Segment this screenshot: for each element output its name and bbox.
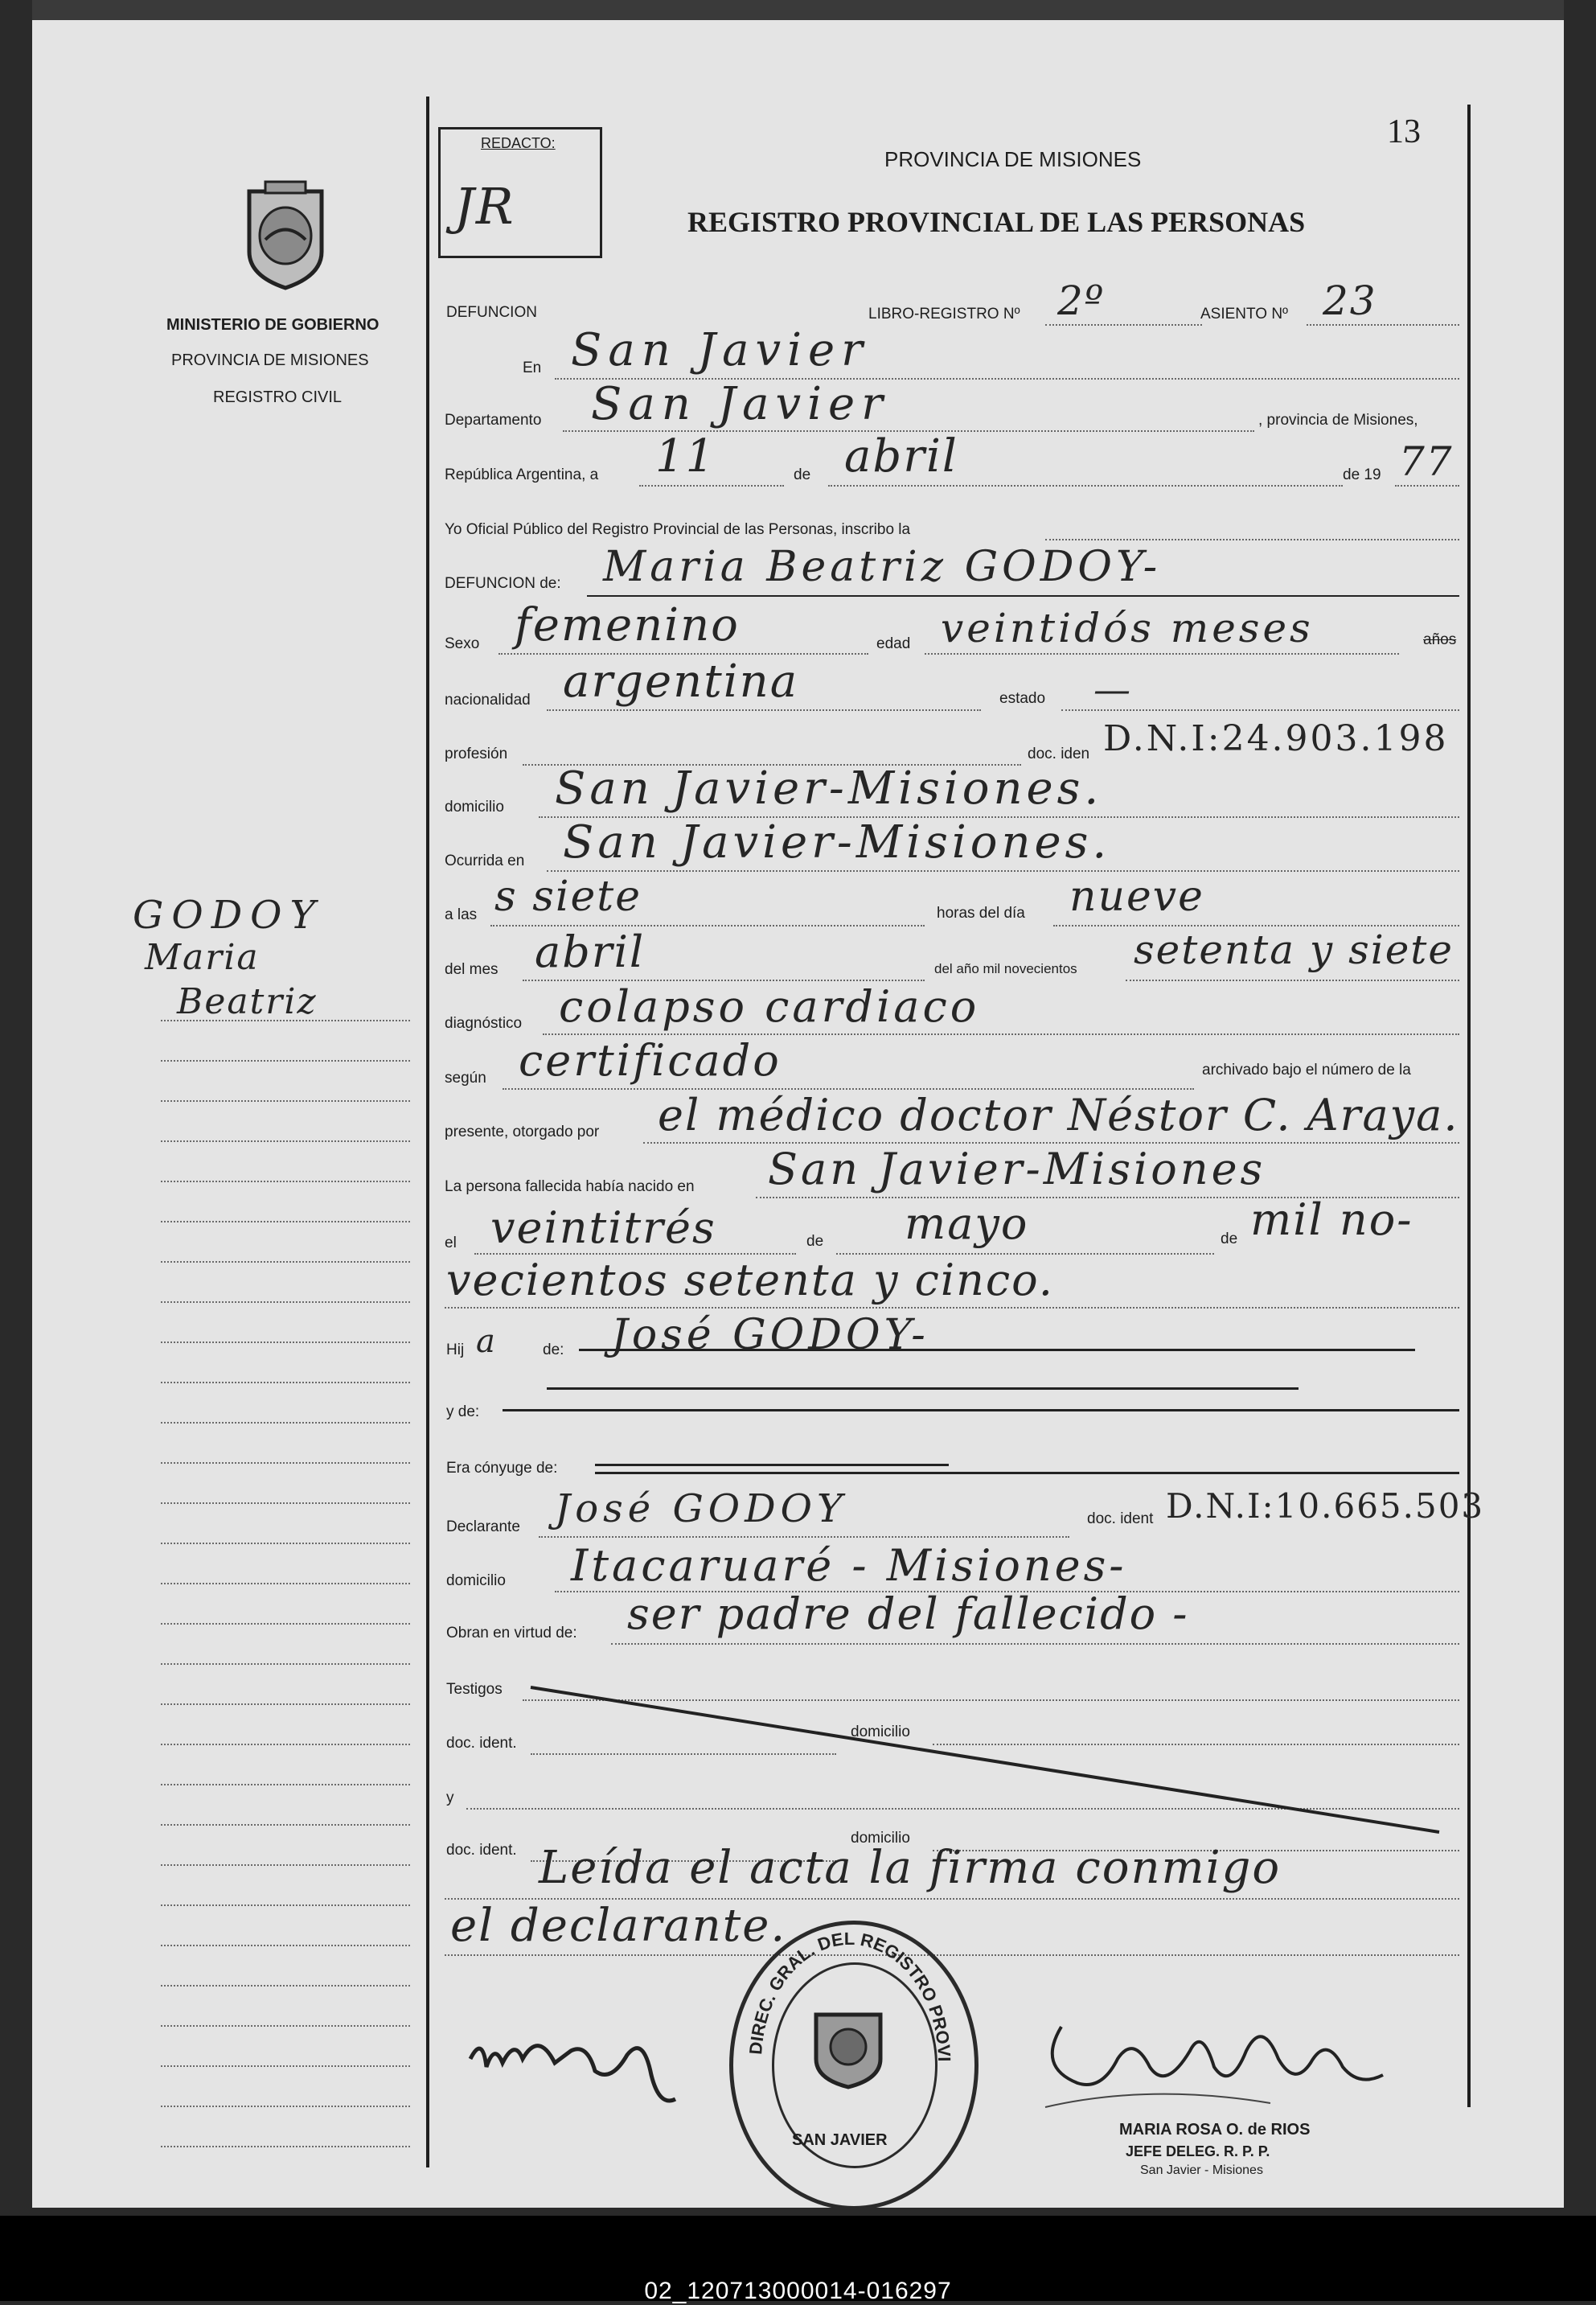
officer-title: JEFE DELEG. R. P. P. bbox=[1126, 2143, 1270, 2159]
profesion-label: profesión bbox=[445, 746, 508, 762]
estado-label: estado bbox=[999, 690, 1046, 707]
birth-day-value: veintitrés bbox=[490, 1202, 716, 1253]
archivado-label: archivado bajo el número de la bbox=[1202, 1062, 1411, 1079]
obran-label: Obran en virtud de: bbox=[446, 1625, 577, 1641]
act-type-label: DEFUNCION bbox=[446, 304, 537, 321]
presente-label: presente, otorgado por bbox=[445, 1124, 600, 1140]
hij-label: Hij bbox=[446, 1342, 465, 1358]
nacionalidad-label: nacionalidad bbox=[445, 692, 531, 709]
declarant-signature bbox=[466, 2027, 708, 2119]
nacionalidad-value: argentina bbox=[563, 655, 799, 708]
declarante-domicilio-value: Itacaruaré - Misiones- bbox=[571, 1540, 1127, 1591]
margin-surname: GODOY bbox=[133, 893, 324, 938]
diagnostico-value: colapso cardiaco bbox=[559, 981, 980, 1032]
birth-year-value-2: vecientos setenta y cinco. bbox=[446, 1255, 1054, 1305]
yo-oficial-text: Yo Oficial Público del Registro Provincial de las Personas, inscribo la bbox=[445, 521, 911, 538]
scan-identifier: 02_120713000014-016297 bbox=[644, 2278, 952, 2304]
en-value: San Javier bbox=[571, 324, 869, 376]
mes-value: abril bbox=[535, 927, 646, 977]
declarante-doc-label: doc. ident bbox=[1087, 1510, 1154, 1527]
header-province: PROVINCIA DE MISIONES bbox=[884, 147, 1142, 171]
redacto-initials: JR bbox=[454, 177, 515, 236]
father-value: José GODOY- bbox=[611, 1311, 929, 1359]
libro-label: LIBRO-REGISTRO Nº bbox=[868, 306, 1020, 323]
testigos-label: Testigos bbox=[446, 1681, 503, 1698]
en-label: En bbox=[523, 360, 542, 376]
departamento-label: Departamento bbox=[445, 412, 542, 429]
edad-value: veintidós meses bbox=[941, 605, 1314, 651]
hora-value: s siete bbox=[494, 873, 642, 921]
ocurrida-value: San Javier-Misiones. bbox=[563, 816, 1111, 869]
asiento-value: 23 bbox=[1323, 277, 1377, 324]
month-value: abril bbox=[844, 430, 958, 483]
republica-label: República Argentina, a bbox=[445, 466, 599, 483]
seal-place-label: SAN JAVIER bbox=[792, 2131, 888, 2149]
nacido-label: La persona fallecida había nacido en bbox=[445, 1178, 695, 1195]
day-value: 11 bbox=[655, 430, 716, 483]
obran-value: ser padre del fallecido - bbox=[627, 1588, 1189, 1639]
birth-de-label: de bbox=[806, 1233, 824, 1250]
presente-value: el médico doctor Néstor C. Araya. bbox=[658, 1090, 1459, 1140]
edad-label: edad bbox=[876, 635, 911, 652]
sexo-value: femenino bbox=[515, 599, 740, 651]
horas-del-dia-label: horas del día bbox=[937, 905, 1025, 922]
officer-signature bbox=[1029, 2003, 1415, 2127]
domicilio-label: domicilio bbox=[445, 799, 504, 816]
domicilio-value: San Javier-Misiones. bbox=[555, 762, 1103, 815]
year-value: 77 bbox=[1399, 438, 1454, 485]
officer-place: San Javier - Misiones bbox=[1140, 2163, 1263, 2177]
declarante-doc-value: D.N.I:10.665.503 bbox=[1166, 1486, 1485, 1526]
closing-line-2: el declarante. bbox=[450, 1900, 787, 1952]
ocurrida-label: Ocurrida en bbox=[445, 853, 525, 869]
year-label: de 19 bbox=[1343, 466, 1381, 483]
sexo-label: Sexo bbox=[445, 635, 480, 652]
dia-value: nueve bbox=[1069, 873, 1204, 921]
doc-ident2-label: doc. ident. bbox=[446, 1842, 517, 1859]
page-number: 13 bbox=[1387, 113, 1421, 150]
provincia-suffix: , provincia de Misiones, bbox=[1258, 412, 1418, 429]
doc-ident-label: doc. ident. bbox=[446, 1735, 517, 1752]
hij-de-label: de: bbox=[543, 1342, 564, 1358]
de-label: de bbox=[794, 466, 811, 483]
testigo-domicilio-label: domicilio bbox=[851, 1724, 910, 1740]
el-label: el bbox=[445, 1235, 457, 1251]
declarante-label: Declarante bbox=[446, 1518, 520, 1535]
left-province-label: PROVINCIA DE MISIONES bbox=[171, 351, 369, 369]
deceased-name: Maria Beatriz GODOY- bbox=[603, 543, 1162, 591]
nacido-value: San Javier-Misiones bbox=[768, 1144, 1266, 1194]
ano-value: setenta y siete bbox=[1134, 927, 1454, 973]
segun-label: según bbox=[445, 1070, 486, 1087]
testigo-domicilio2-label: domicilio bbox=[851, 1830, 910, 1847]
hij-suffix: a bbox=[476, 1323, 497, 1360]
officer-name: MARIA ROSA O. de RIOS bbox=[1119, 2121, 1311, 2139]
asiento-label: ASIENTO Nº bbox=[1200, 306, 1288, 323]
estado-value: — bbox=[1093, 668, 1132, 711]
del-ano-label: del año mil novecientos bbox=[934, 961, 1077, 976]
closing-line-1: Leída el acta la firma conmigo bbox=[539, 1842, 1282, 1894]
declarante-value: José GODOY bbox=[555, 1486, 847, 1531]
birth-month-value: mayo bbox=[905, 1198, 1029, 1249]
y-de-label: y de: bbox=[446, 1403, 480, 1420]
declarante-domicilio-label: domicilio bbox=[446, 1572, 506, 1589]
margin-given-name-2: Beatriz bbox=[177, 981, 318, 1022]
doc-value: D.N.I:24.903.198 bbox=[1103, 718, 1449, 759]
anos-label: años bbox=[1423, 631, 1457, 648]
defuncion-de-label: DEFUNCION de: bbox=[445, 575, 561, 592]
seal-emblem-icon bbox=[804, 2003, 892, 2095]
doc-iden-label: doc. iden bbox=[1028, 746, 1090, 762]
departamento-value: San Javier bbox=[591, 378, 889, 430]
margin-given-name-1: Maria bbox=[145, 937, 260, 978]
header-registry: REGISTRO PROVINCIAL DE LAS PERSONAS bbox=[687, 206, 1306, 238]
y-label: y bbox=[446, 1789, 454, 1806]
birth-de2-label: de bbox=[1221, 1231, 1238, 1247]
civil-registry-label: REGISTRO CIVIL bbox=[213, 388, 343, 406]
seal-ring-label: DIREC. GRAL. DEL REGISTRO PROVI bbox=[745, 1928, 955, 2062]
conyuge-label: Era cónyuge de: bbox=[446, 1460, 558, 1477]
libro-value: 2º bbox=[1057, 277, 1106, 324]
del-mes-label: del mes bbox=[445, 961, 498, 978]
diagnostico-label: diagnóstico bbox=[445, 1015, 523, 1032]
ministry-label: MINISTERIO DE GOBIERNO bbox=[166, 316, 380, 334]
a-las-label: a las bbox=[445, 906, 478, 923]
segun-value: certificado bbox=[519, 1035, 782, 1086]
redacto-label: REDACTO: bbox=[481, 135, 556, 151]
birth-year-value-1: mil no- bbox=[1250, 1194, 1413, 1245]
